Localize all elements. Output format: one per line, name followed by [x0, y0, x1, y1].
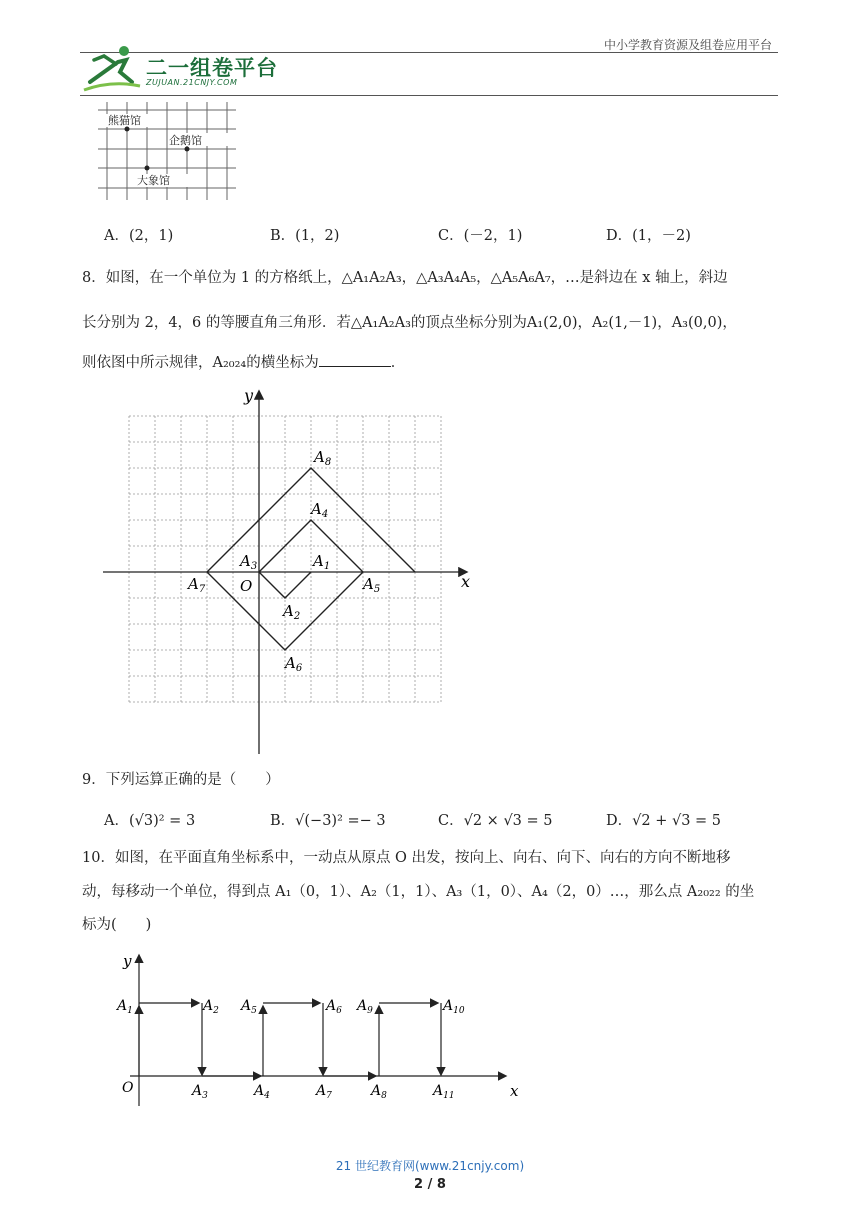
zoo-label-panda: 熊猫馆: [108, 114, 141, 127]
zoo-label-elephant: 大象馆: [137, 174, 170, 187]
q8-origin-label: O: [240, 577, 253, 595]
q8-answer-blank[interactable]: [319, 352, 391, 367]
q10-axis-y-label: y: [123, 952, 132, 970]
zoo-map-figure: [98, 100, 240, 202]
site-logo: [82, 42, 282, 96]
q10-point-a5: $A_5$: [241, 998, 257, 1016]
page-number: 2 / 8: [414, 1177, 446, 1192]
header-rule-bottom: [80, 95, 778, 96]
zoo-label-penguin: 企鹅馆: [169, 134, 202, 147]
q7-option-d[interactable]: D．(1，－2): [606, 228, 691, 244]
q7-option-b[interactable]: B．(1，2): [270, 228, 340, 244]
q10-stem-line3: 标为( ): [82, 917, 152, 933]
q8-point-a4: $A_4$: [311, 500, 329, 520]
footer-site-link[interactable]: 21 世纪教育网(www.21cnjy.com): [335, 1159, 525, 1173]
q9-option-c[interactable]: C．√2 × √3 = 5: [438, 813, 553, 829]
q8-axis-x-label: x: [461, 572, 471, 591]
q8-stem-line2: 长分别为 2，4，6 的等腰直角三角形．若△A₁A₂A₃的顶点坐标分别为A₁(2,0)，A₂(1,－1)，A₃(0,0)，: [82, 315, 737, 331]
q10-point-a3: $A_3$: [192, 1083, 208, 1101]
q9-option-d[interactable]: D．√2 + √3 = 5: [606, 813, 722, 829]
q10-point-a7: $A_7$: [316, 1083, 332, 1101]
q10-stem-line2: 动，每移动一个单位，得到点 A₁（0，1）、A₂（1，1）、A₃（1，0）、A₄（2，0）…，那么点 A₂₀₂₂ 的坐: [82, 884, 755, 900]
q10-axis-x-label: x: [510, 1082, 519, 1100]
q10-point-a1: $A_1$: [117, 998, 133, 1016]
q8-point-a5: $A_5$: [363, 575, 381, 595]
header-platform-name: 中小学教育资源及组卷应用平台: [603, 38, 772, 52]
q8-point-a8: $A_8$: [314, 448, 332, 468]
q8-stem-line1: 8．如图，在一个单位为 1 的方格纸上，△A₁A₂A₃，△A₃A₄A₅，△A₅A₆A₇，…是斜边在 x 轴上，斜边: [82, 270, 728, 286]
q9-stem: 9．下列运算正确的是（ ）: [82, 772, 280, 788]
q10-point-a6: $A_6$: [326, 998, 342, 1016]
q10-point-a2: $A_2$: [203, 998, 219, 1016]
q10-point-a8: $A_8$: [371, 1083, 387, 1101]
q10-origin-label: O: [122, 1080, 134, 1096]
q9-option-a[interactable]: A．(√3)² = 3: [104, 813, 196, 829]
q10-point-a10: $A_{10}$: [443, 998, 465, 1016]
q7-option-c[interactable]: C．(－2，1): [438, 228, 523, 244]
q8-point-a6: $A_6$: [285, 654, 303, 674]
logo-subtext: ZUJUAN.21CNJY.COM: [146, 78, 238, 87]
q7-option-a[interactable]: A．(2，1): [104, 228, 174, 244]
q8-point-a2: $A_2$: [283, 602, 301, 622]
q8-axis-y-label: y: [244, 386, 254, 405]
runner-logo-icon: [82, 42, 142, 96]
q8-stem-line3: 则依图中所示规律，A₂₀₂₄的横坐标为 ．: [82, 352, 405, 373]
q10-point-a9: $A_9$: [357, 998, 373, 1016]
q8-point-a3: $A_3$: [240, 552, 258, 572]
q9-option-b[interactable]: B．√(−3)² =− 3: [270, 813, 386, 829]
logo-text: 二一组卷平台: [146, 56, 278, 80]
q10-path-figure: [110, 950, 530, 1110]
q10-point-a4: $A_4$: [254, 1083, 270, 1101]
q8-triangle-figure: [98, 384, 478, 756]
q8-point-a1: $A_1$: [313, 552, 331, 572]
q10-point-a11: $A_{11}$: [433, 1083, 455, 1101]
q10-stem-line1: 10．如图，在平面直角坐标系中，一动点从原点 O 出发，按向上、向右、向下、向右的方向不断地移: [82, 850, 731, 866]
q8-point-a7: $A_7$: [188, 575, 206, 595]
